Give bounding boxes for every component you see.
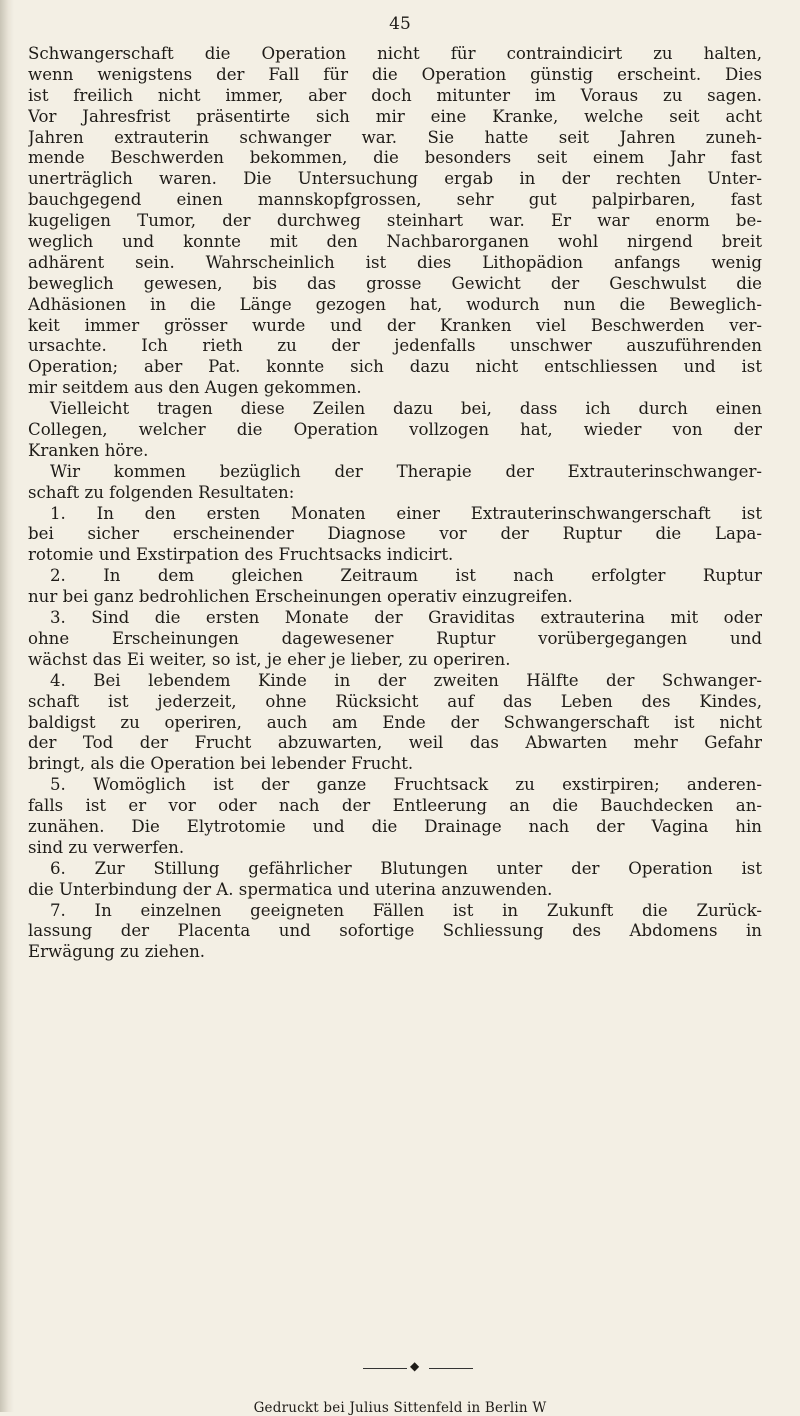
ornamental-rule: [363, 1359, 473, 1376]
text-line: falls ist er vor oder nach der Entleerung an die Bauchdecken an-: [28, 796, 762, 816]
text-line: wächst das Ei weiter, so ist, je eher je lieber, zu operiren.: [28, 649, 511, 669]
text-line: ursachte. Ich rieth zu der jedenfalls unschwer auszuführenden: [28, 336, 762, 356]
text-line: 5. Womöglich ist der ganze Fruchtsack zu exstirpiren; anderen-: [50, 775, 762, 795]
text-line: Wir kommen bezüglich der Therapie der Extrauterinschwanger-: [50, 461, 762, 481]
text-line: keit immer grösser wurde und der Kranken viel Beschwerden ver-: [28, 315, 762, 335]
text-line: bauchgegend einen mannskopfgrossen, sehr gut palpirbaren, fast: [28, 190, 762, 210]
text-line: der Tod der Frucht abzuwarten, weil das Abwarten mehr Gefahr: [28, 733, 762, 753]
text-line: bei sicher erscheinender Diagnose vor der Ruptur die Lapa-: [28, 524, 762, 544]
text-line: baldigst zu operiren, auch am Ende der Schwangerschaft ist nicht: [28, 712, 762, 732]
text-line: kugeligen Tumor, der durchweg steinhart war. Er war enorm be-: [28, 211, 762, 231]
text-line: Collegen, welcher die Operation vollzogen hat, wieder von der: [28, 420, 762, 440]
text-line: unerträglich waren. Die Untersuchung ergab in der rechten Unter-: [28, 169, 762, 189]
text-line: Adhäsionen in die Länge gezogen hat, wodurch nun die Beweglich-: [28, 294, 762, 314]
text-line: Kranken höre.: [28, 440, 149, 460]
text-line: weglich und konnte mit den Nachbarorganen wohl nirgend breit: [28, 232, 762, 252]
text-line: Jahren extrauterin schwanger war. Sie hatte seit Jahren zuneh-: [28, 127, 762, 147]
text-line: sind zu verwerfen.: [28, 837, 185, 857]
text-line: Erwägung zu ziehen.: [28, 942, 206, 962]
text-line: 4. Bei lebendem Kinde in der zweiten Hälfte der Schwanger-: [50, 670, 762, 690]
text-line: zunähen. Die Elytrotomie und die Drainage nach der Vagina hin: [28, 816, 762, 836]
rule-line-left: [363, 1368, 407, 1369]
text-line: nur bei ganz bedrohlichen Erscheinungen operativ einzugreifen.: [28, 587, 573, 607]
rule-line-right: [429, 1368, 473, 1369]
text-line: schaft ist jederzeit, ohne Rücksicht auf das Leben des Kindes,: [28, 691, 762, 711]
text-line: bringt, als die Operation bei lebender Frucht.: [28, 754, 414, 774]
text-line: mende Beschwerden bekommen, die besonders seit einem Jahr fast: [28, 148, 762, 168]
text-line: 6. Zur Stillung gefährlicher Blutungen unter der Operation ist: [50, 858, 762, 878]
page-binding-shadow: [0, 0, 14, 1412]
text-line: wenn wenigstens der Fall für die Operation günstig erscheint. Dies: [28, 64, 762, 84]
text-line: 3. Sind die ersten Monate der Graviditas extrauterina mit oder: [50, 608, 762, 628]
text-line: mir seitdem aus den Augen gekommen.: [28, 378, 362, 398]
diamond-ornament-icon: ◆: [410, 1359, 420, 1373]
page-number: 45: [389, 14, 411, 34]
text-line: beweglich gewesen, bis das grosse Gewicht der Geschwulst die: [28, 273, 762, 293]
text-line: schaft zu folgenden Resultaten:: [28, 482, 295, 502]
text-line: 2. In dem gleichen Zeitraum ist nach erfolgter Ruptur: [50, 566, 762, 586]
text-line: Vielleicht tragen diese Zeilen dazu bei, dass ich durch einen: [50, 399, 762, 419]
text-line: lassung der Placenta und sofortige Schliessung des Abdomens in: [28, 921, 762, 941]
printer-imprint: Gedruckt bei Julius Sittenfeld in Berlin W: [253, 1400, 547, 1416]
text-line: 1. In den ersten Monaten einer Extrauterinschwangerschaft ist: [50, 503, 762, 523]
text-line: 7. In einzelnen geeigneten Fällen ist in Zukunft die Zurück-: [50, 900, 762, 920]
body-text: [28, 44, 762, 963]
text-line: die Unterbindung der A. spermatica und uterina anzuwenden.: [28, 879, 553, 899]
text-line: ist freilich nicht immer, aber doch mitunter im Voraus zu sagen.: [28, 85, 762, 105]
text-line: Schwangerschaft die Operation nicht für contraindicirt zu halten,: [28, 44, 762, 63]
text-line: ohne Erscheinungen dagewesener Ruptur vorübergegangen und: [28, 628, 762, 648]
text-line: adhärent sein. Wahrscheinlich ist dies Lithopädion anfangs wenig: [28, 252, 762, 272]
text-line: Vor Jahresfrist präsentirte sich mir eine Kranke, welche seit acht: [28, 106, 762, 126]
text-line: rotomie und Exstirpation des Fruchtsacks indicirt.: [28, 545, 454, 565]
text-line: Operation; aber Pat. konnte sich dazu nicht entschliessen und ist: [28, 357, 762, 377]
